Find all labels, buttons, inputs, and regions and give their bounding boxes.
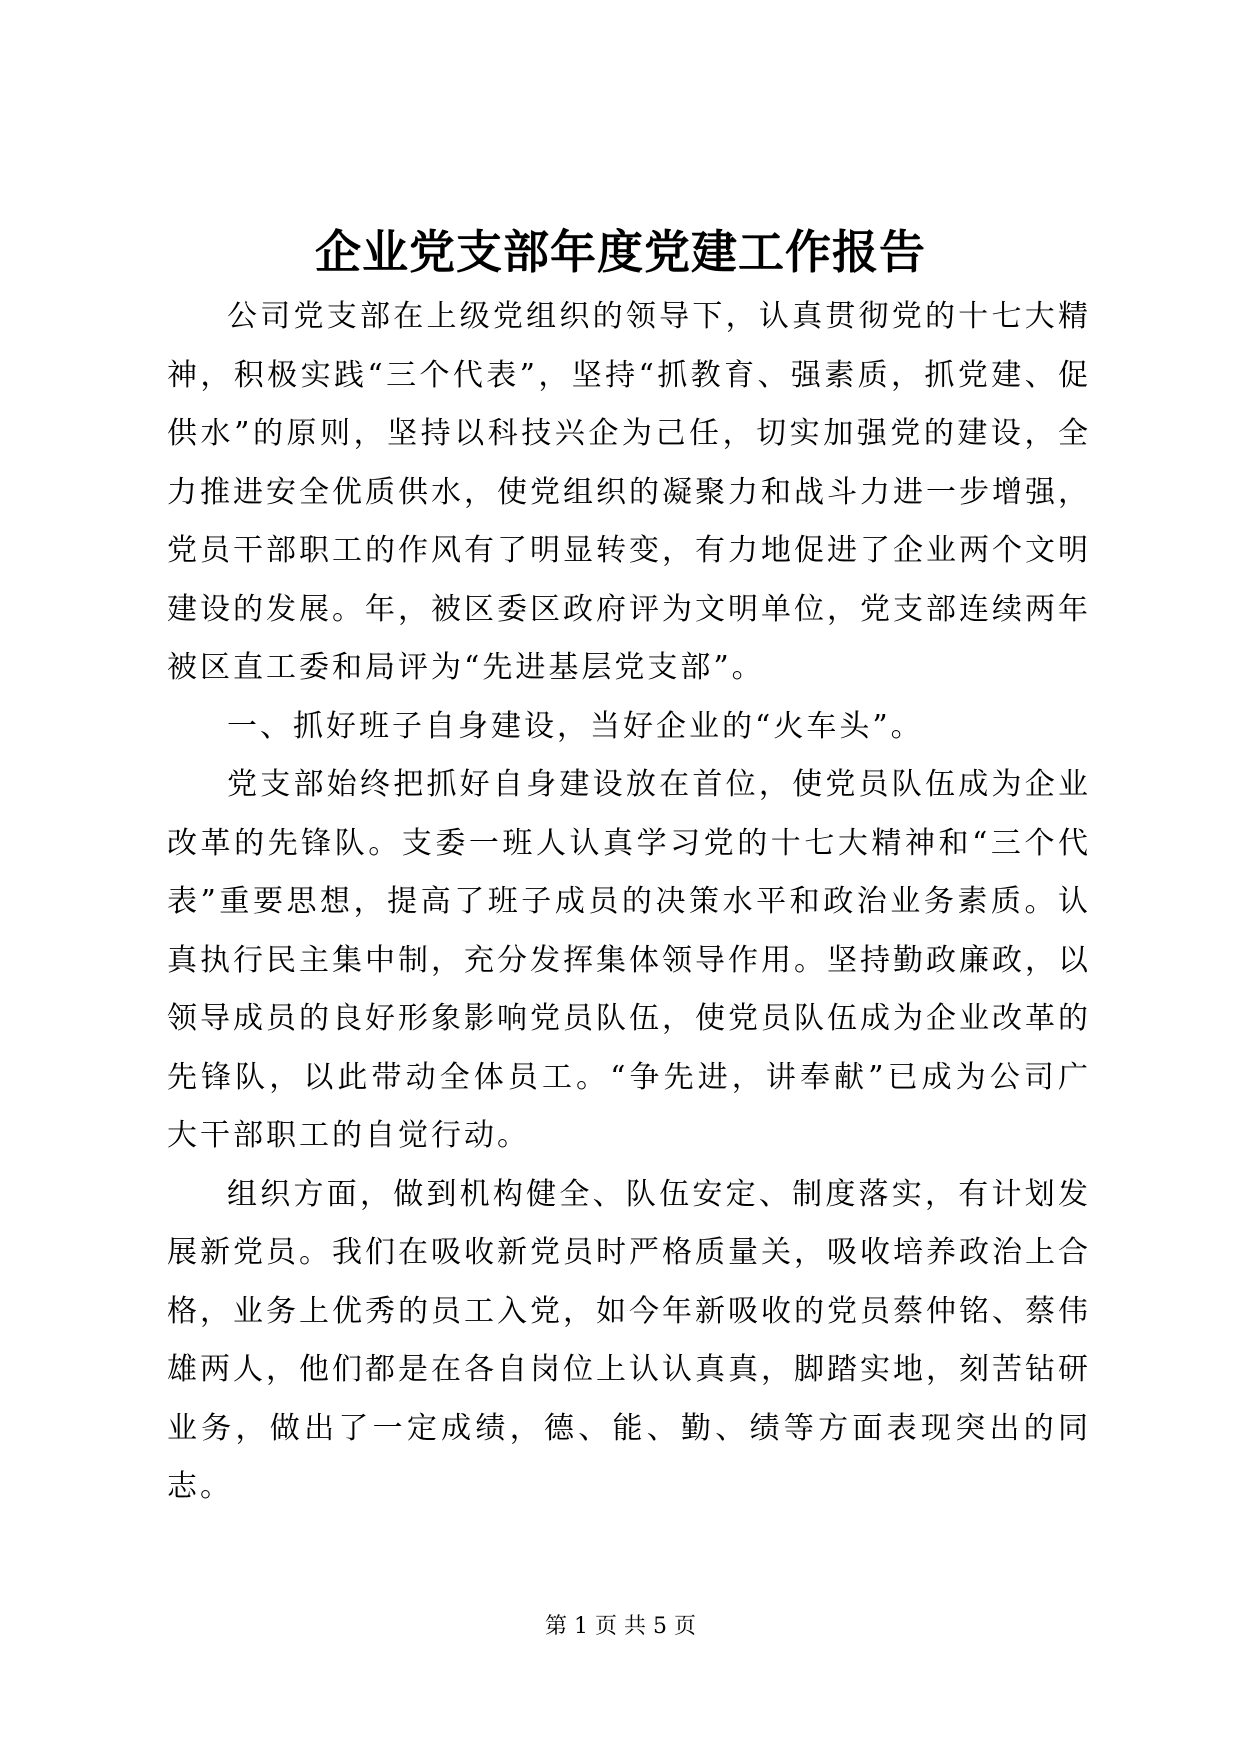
document-title: 企业党支部年度党建工作报告 [315,225,926,279]
paragraph-intro: 公司党支部在上级党组织的领导下，认真贯彻党的十七大精神，积极实践“三个代表”，坚持“抓教育、强素质，抓党建、促供水”的原则，坚持以科技兴企为己任，切实加强党的建设，全力推进安全优质供水，使党组织的凝聚力和战斗力进一步增强，党员干部职工的作风有了明显转变，有力地促进了企业两个文明建设的发展。年，被区委区政府评为文明单位，党支部连续两年被区直工委和局评为“先进基层党支部”。 [167,299,1091,685]
paragraph-team-building: 党支部始终把抓好自身建设放在首位，使党员队伍成为企业改革的先锋队。支委一班人认真学习党的十七大精神和“三个代表”重要思想，提高了班子成员的决策水平和政治业务素质。认真执行民主集中制，充分发挥集体领导作用。坚持勤政廉政，以领导成员的良好形象影响党员队伍，使党员队伍成为企业改革的先锋队，以此带动全体员工。“争先进，讲奉献”已成为公司广大干部职工的自觉行动。 [167,767,1091,1153]
document-body [167,288,1091,1517]
section-heading-1: 一、抓好班子自身建设，当好企业的“火车头”。 [227,708,924,744]
page-footer: 第 1 页 共 5 页 [545,1614,696,1639]
paragraph-organization: 组织方面，做到机构健全、队伍安定、制度落实，有计划发展新党员。我们在吸收新党员时严格质量关，吸收培养政治上合格，业务上优秀的员工入党，如今年新吸收的党员蔡仲铭、蔡伟雄两人，他们都是在各自岗位上认认真真，脚踏实地，刻苦钻研业务，做出了一定成绩，德、能、勤、绩等方面表现突出的同志。 [167,1176,1091,1504]
